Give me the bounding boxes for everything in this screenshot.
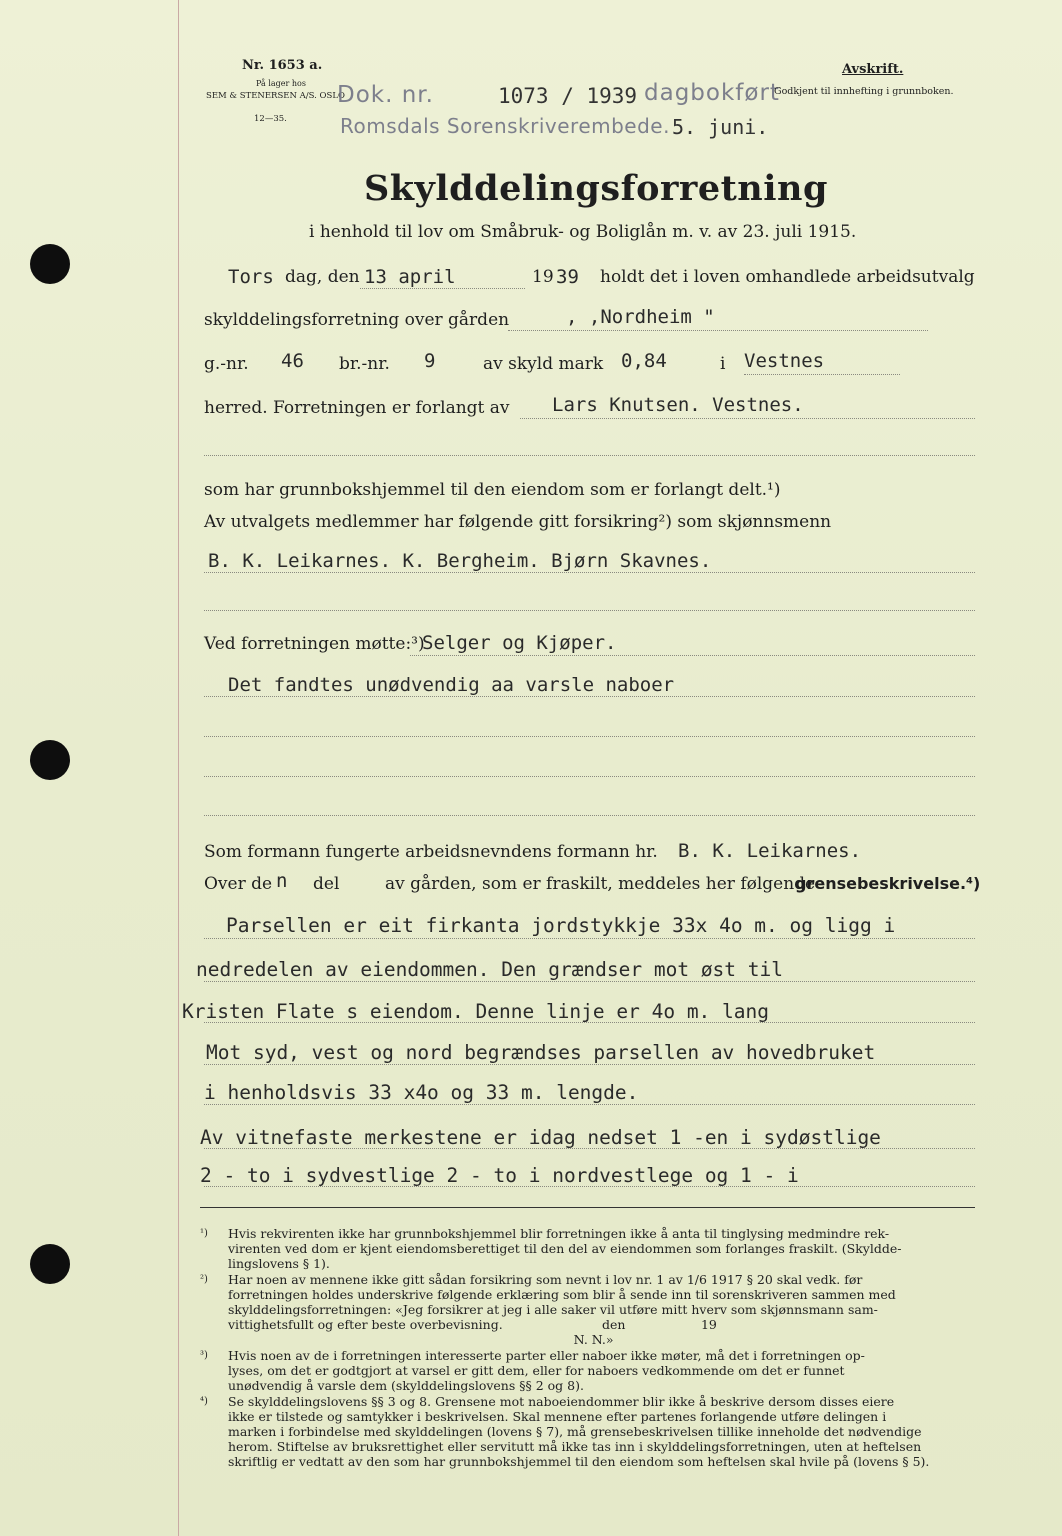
farm-label: skylddelingsforretning over gården: [204, 310, 510, 330]
punch-hole-middle: [30, 740, 70, 780]
fill-line: [204, 572, 975, 573]
footnote-number: ⁴): [200, 1396, 208, 1407]
footnote-divider: [200, 1207, 975, 1208]
description-line-1: Parsellen er eit firkanta jordstykkje 33x 4o m. og ligg i: [226, 914, 896, 937]
stamp-office: Romsdals Sorenskriverembede.: [340, 114, 670, 138]
gnr-label: g.-nr.: [204, 354, 249, 374]
margin-line: [178, 0, 179, 1536]
stamp-date: 5. juni.: [672, 115, 769, 139]
year-value: 39: [556, 266, 579, 288]
assessors-value: B. K. Leikarnes. K. Bergheim. Bjørn Skavnes.: [208, 550, 712, 572]
weekday-value: Tors: [228, 266, 274, 288]
fill-line: [204, 776, 975, 777]
punch-hole-top: [30, 244, 70, 284]
footnote-line: herom. Stiftelse av bruksrettighet eller servitutt må ikke tas inn i skylddelingsforretningen, uten at heftelsen: [228, 1439, 922, 1454]
herred-prefix: i: [720, 354, 726, 374]
footnote-3: [200, 1348, 975, 1393]
footnote-line: marken i forbindelse med skylddelingen (lovens § 7), må grensebeskrivelsen tillike inneholde det nødvendige: [228, 1424, 922, 1439]
ownership-text: som har grunnbokshjemmel til den eiendom som er forlangt delt.¹): [204, 480, 781, 500]
document-title: Skylddelingsforretning: [364, 168, 828, 209]
fill-line: [744, 374, 900, 375]
footnote-line: Se skylddelingslovens §§ 3 og 8. Grensene mot naboeiendommer blir ikke å beskrive dersom disses eiere: [228, 1394, 895, 1409]
footnote-line: forretningen holdes underskrive følgende erklæring som blir å sende inn til sorenskriveren sammen med: [228, 1287, 896, 1302]
date-label: dag, den: [285, 267, 360, 287]
fill-line: [360, 288, 525, 289]
description-line-5: i henholdsvis 33 x4o og 33 m. lengde.: [204, 1081, 639, 1104]
footnote-line: unødvendig å varsle dem (skylddelingslovens §§ 2 og 8).: [228, 1378, 584, 1393]
publisher-line-1: På lager hos: [256, 79, 306, 88]
fill-line: [520, 418, 975, 419]
description-line-7: 2 - to i sydvestlige 2 - to i nordvestlege og 1 - i: [200, 1164, 799, 1187]
footnote-line: virenten ved dom er kjent eiendomsberettiget til den del av eiendommen som forlanges fraskilt. (Skyldde-: [228, 1241, 902, 1256]
boundary-label-d: grensebeskrivelse.⁴): [795, 874, 981, 893]
footnote-line: Hvis rekvirenten ikke har grunnbokshjemmel blir forretningen ikke å anta til tinglysing medmindre rek-: [228, 1226, 890, 1241]
description-line-2: nedredelen av eiendommen. Den grændser mot øst til: [196, 958, 783, 981]
footnote-line: skriftlig er vedtatt av den som har grunnbokshjemmel til den eiendom som heftelsen skal hvile på (lovens § 5).: [228, 1454, 930, 1469]
document-subtitle: i henhold til lov om Småbruk- og Boliglån m. v. av 23. juli 1915.: [309, 222, 857, 242]
stamp-document-number: 1073 / 1939: [498, 84, 638, 108]
gnr-value: 46: [281, 350, 304, 372]
brnr-value: 9: [424, 350, 436, 372]
fill-line: [204, 815, 975, 816]
date-value: 13 april: [364, 266, 456, 288]
avskrift-label: Avskrift.: [842, 62, 904, 77]
attendance-value: Selger og Kjøper.: [422, 632, 617, 654]
punch-hole-bottom: [30, 1244, 70, 1284]
farm-name: , ,Nordheim ": [566, 306, 715, 328]
year-prefix: 19: [532, 267, 554, 287]
footnote-line: lingslovens § 1).: [228, 1256, 330, 1271]
fill-line: [204, 981, 975, 982]
footnote-line: Hvis noen av de i forretningen interesserte parter eller naboer ikke møter, må det i forretningen op-: [228, 1348, 865, 1363]
footnote-line: lyses, om det er godtgjort at varsel er gitt dem, eller for naboers vedkommende om det er funnet: [228, 1363, 845, 1378]
footnote-line: N. N.»: [228, 1332, 614, 1347]
neighbor-note: Det fandtes unødvendig aa varsle naboer: [228, 674, 675, 696]
footnote-line: Har noen av mennene ikke gitt sådan forsikring som nevnt i lov nr. 1 av 1/6 1917 § 20 skal vedk. før: [228, 1272, 863, 1287]
footnote-4: [200, 1394, 975, 1469]
boundary-label-a: Over de: [204, 874, 273, 894]
boundary-label-b: del: [313, 874, 340, 894]
publisher-line-3: 12—35.: [254, 114, 287, 124]
requester-label: herred. Forretningen er forlangt av: [204, 398, 510, 418]
brnr-label: br.-nr.: [339, 354, 390, 374]
publisher-line-2: SEM & STENERSEN A/S. OSLO: [206, 91, 345, 101]
assessors-text: Av utvalgets medlemmer har følgende gitt forsikring²) som skjønnsmenn: [204, 512, 832, 532]
chairman-label: Som formann fungerte arbeidsnevndens formann hr.: [204, 842, 658, 862]
fill-line: [204, 1104, 975, 1105]
fill-line: [204, 736, 975, 737]
fill-line: [410, 655, 975, 656]
fill-line: [204, 1148, 975, 1149]
description-line-3: Kristen Flate s eiendom. Denne linje er 4o m. lang: [182, 1000, 769, 1023]
skyld-label: av skyld mark: [483, 354, 604, 374]
footnote-2: [200, 1272, 975, 1347]
requester-value: Lars Knutsen. Vestnes.: [552, 394, 804, 416]
footnote-line: vittighetsfullt og efter beste overbevisning. den 19: [228, 1317, 717, 1332]
footnote-line: ikke er tilstede og samtykker i beskrivelsen. Skal mennene efter partenes forlangende utføre delingen i: [228, 1409, 887, 1424]
fill-line: [508, 330, 928, 331]
fill-line: [204, 610, 975, 611]
fill-line: [204, 455, 975, 456]
herred-value: Vestnes: [744, 350, 825, 372]
approval-note: Godkjent til innhefting i grunnboken.: [774, 86, 954, 97]
stamp-dok-nr: Dok. nr.: [337, 82, 434, 108]
row1-text: holdt det i loven omhandlede arbeidsutvalg: [600, 267, 975, 287]
boundary-label-c: av gården, som er fraskilt, meddeles her følgende: [385, 874, 816, 894]
fill-line: [204, 1186, 975, 1187]
boundary-part-value: n: [276, 870, 288, 892]
description-line-4: Mot syd, vest og nord begrændses parsellen av hovedbruket: [206, 1041, 876, 1064]
fill-line: [204, 696, 975, 697]
footnote-number: ³): [200, 1350, 208, 1361]
footnote-number: ¹): [200, 1228, 208, 1239]
description-line-6: Av vitnefaste merkestene er idag nedset 1 -en i sydøstlige: [200, 1126, 881, 1149]
form-number: Nr. 1653 a.: [242, 58, 323, 73]
attendance-label: Ved forretningen møtte:³): [204, 634, 425, 654]
footnote-number: ²): [200, 1274, 208, 1285]
footnote-1: [200, 1226, 975, 1271]
fill-line: [204, 1064, 975, 1065]
skyld-value: 0,84: [621, 350, 667, 372]
fill-line: [204, 1022, 975, 1023]
chairman-value: B. K. Leikarnes.: [678, 840, 862, 862]
fill-line: [204, 938, 975, 939]
footnotes: [200, 1226, 975, 1470]
footnote-line: skylddelingsforretningen: «Jeg forsikrer at jeg i alle saker vil utføre mitt hverv som skjønnsmann sam-: [228, 1302, 878, 1317]
stamp-dagbokfort: dagbokført: [644, 80, 780, 106]
